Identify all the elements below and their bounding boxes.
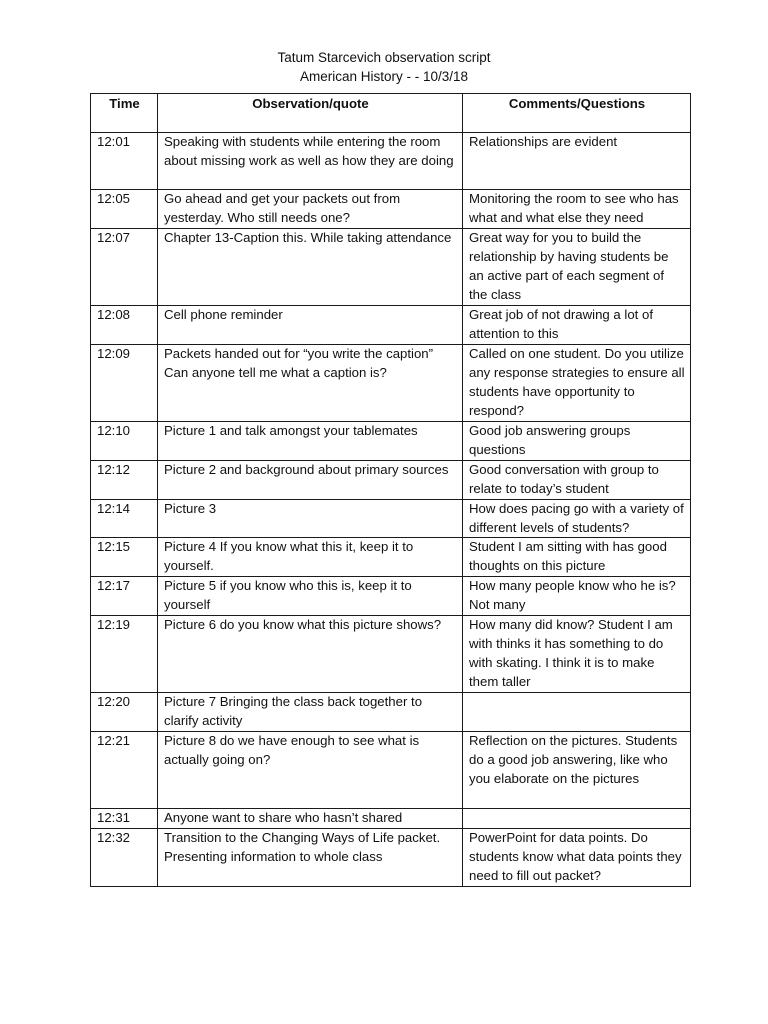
table-row xyxy=(91,190,691,229)
table-row xyxy=(91,133,691,190)
observation-cell: Cell phone reminder xyxy=(158,306,463,345)
table-row xyxy=(91,421,691,460)
comment-cell: How many people know who he is? Not many xyxy=(463,577,691,616)
time-cell: 12:19 xyxy=(91,616,158,693)
table-row xyxy=(91,693,691,732)
comment-cell xyxy=(463,693,691,732)
table-row xyxy=(91,829,691,887)
time-cell: 12:14 xyxy=(91,499,158,538)
document-header xyxy=(0,48,768,86)
observation-table xyxy=(90,93,691,887)
comment-cell: Good job answering groups questions xyxy=(463,421,691,460)
document-title: Tatum Starcevich observation script xyxy=(277,50,491,65)
observation-cell: Picture 5 if you know who this is, keep it to yourself xyxy=(158,577,463,616)
observation-cell: Picture 2 and background about primary sources xyxy=(158,460,463,499)
column-header-observation: Observation/quote xyxy=(158,94,463,133)
comment-cell: PowerPoint for data points. Do students know what data points they need to fill out packet? xyxy=(463,829,691,887)
time-cell: 12:21 xyxy=(91,732,158,809)
comment-cell xyxy=(463,809,691,829)
comment-cell: Relationships are evident xyxy=(463,133,691,190)
comment-cell: Monitoring the room to see who has what and what else they need xyxy=(463,190,691,229)
time-cell: 12:32 xyxy=(91,829,158,887)
comment-cell: Great way for you to build the relationship by having students be an active part of each segment of the class xyxy=(463,229,691,306)
observation-cell: Picture 4 If you know what this it, keep it to yourself. xyxy=(158,538,463,577)
table-row xyxy=(91,538,691,577)
observation-cell: Anyone want to share who hasn’t shared xyxy=(158,809,463,829)
table-row xyxy=(91,306,691,345)
observation-cell: Speaking with students while entering the room about missing work as well as how they are doing xyxy=(158,133,463,190)
table-row xyxy=(91,809,691,829)
time-cell: 12:15 xyxy=(91,538,158,577)
time-cell: 12:09 xyxy=(91,344,158,421)
time-cell: 12:20 xyxy=(91,693,158,732)
comment-cell: Great job of not drawing a lot of attention to this xyxy=(463,306,691,345)
table-row xyxy=(91,460,691,499)
observation-cell: Picture 7 Bringing the class back together to clarify activity xyxy=(158,693,463,732)
comment-cell: Good conversation with group to relate to today’s student xyxy=(463,460,691,499)
table-row xyxy=(91,229,691,306)
time-cell: 12:17 xyxy=(91,577,158,616)
table-row xyxy=(91,732,691,809)
time-cell: 12:01 xyxy=(91,133,158,190)
table-row xyxy=(91,577,691,616)
table-row xyxy=(91,499,691,538)
column-header-comments: Comments/Questions xyxy=(463,94,691,133)
table-header-row xyxy=(91,94,691,133)
observation-cell: Picture 6 do you know what this picture shows? xyxy=(158,616,463,693)
table-row xyxy=(91,616,691,693)
observation-cell: Go ahead and get your packets out from yesterday. Who still needs one? xyxy=(158,190,463,229)
observation-cell: Chapter 13-Caption this. While taking attendance xyxy=(158,229,463,306)
comment-cell: How does pacing go with a variety of different levels of students? xyxy=(463,499,691,538)
table-row xyxy=(91,344,691,421)
comment-cell: Called on one student. Do you utilize any response strategies to ensure all students have opportunity to respond? xyxy=(463,344,691,421)
comment-cell: How many did know? Student I am with thinks it has something to do with skating. I think it is to make them taller xyxy=(463,616,691,693)
time-cell: 12:05 xyxy=(91,190,158,229)
comment-cell: Reflection on the pictures. Students do a good job answering, like who you elaborate on the pictures xyxy=(463,732,691,809)
observation-cell: Picture 1 and talk amongst your tablemates xyxy=(158,421,463,460)
time-cell: 12:12 xyxy=(91,460,158,499)
time-cell: 12:31 xyxy=(91,809,158,829)
observation-cell: Picture 8 do we have enough to see what is actually going on? xyxy=(158,732,463,809)
time-cell: 12:10 xyxy=(91,421,158,460)
observation-cell: Transition to the Changing Ways of Life packet. Presenting information to whole class xyxy=(158,829,463,887)
observation-cell: Packets handed out for “you write the caption” Can anyone tell me what a caption is? xyxy=(158,344,463,421)
column-header-time: Time xyxy=(91,94,158,133)
time-cell: 12:07 xyxy=(91,229,158,306)
comment-cell: Student I am sitting with has good thoughts on this picture xyxy=(463,538,691,577)
time-cell: 12:08 xyxy=(91,306,158,345)
document-subtitle: American History - - 10/3/18 xyxy=(299,69,469,84)
observation-cell: Picture 3 xyxy=(158,499,463,538)
